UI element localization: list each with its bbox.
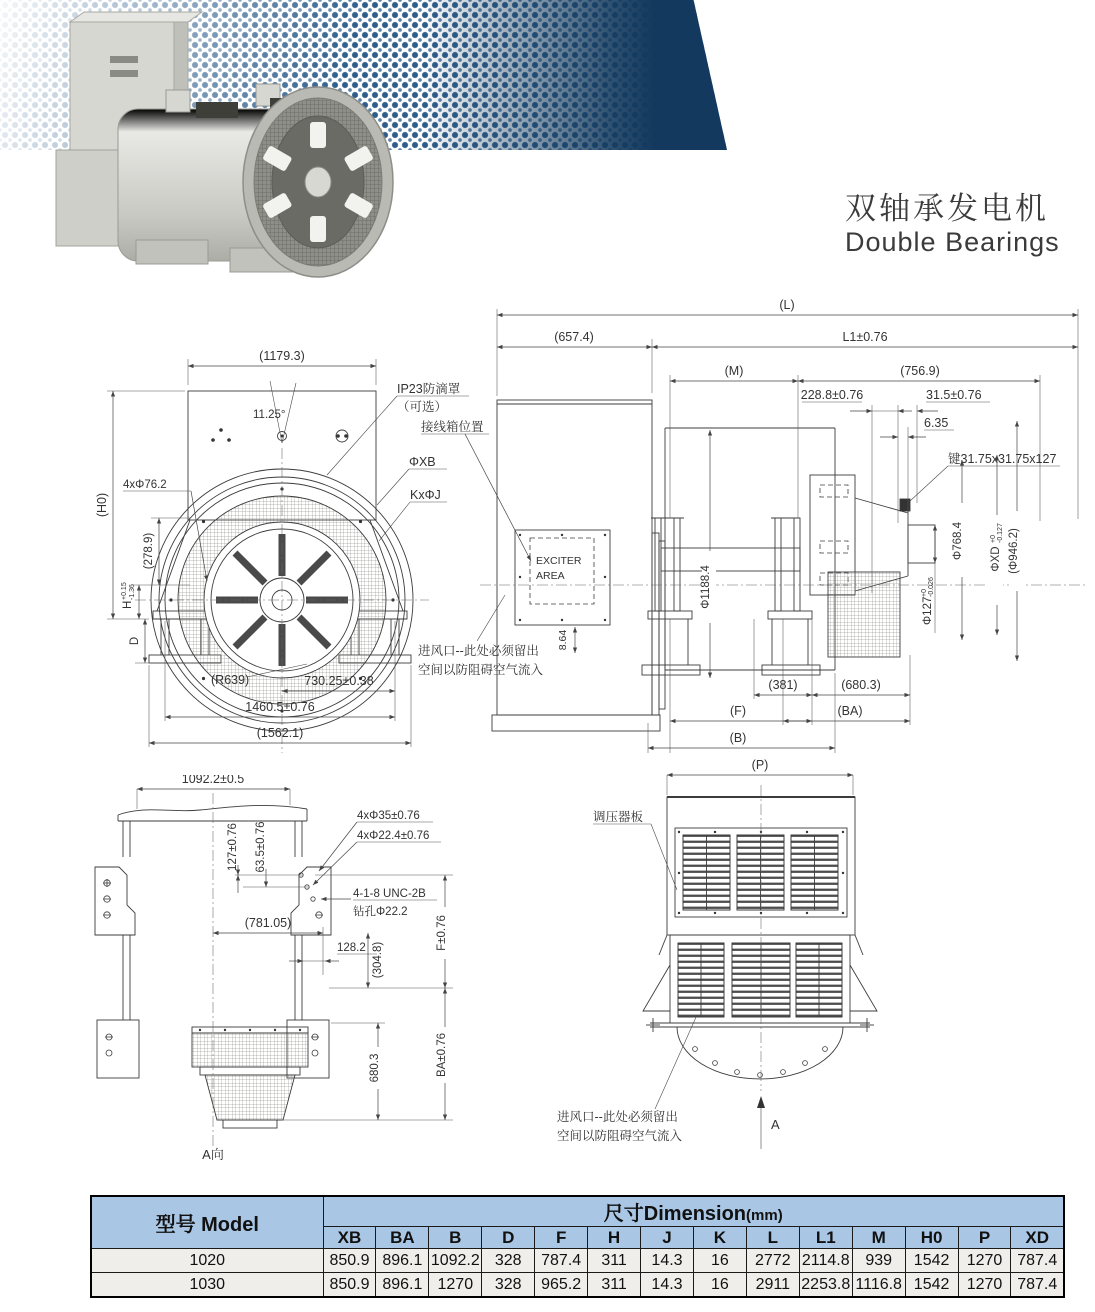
cell: 2911	[746, 1273, 799, 1298]
dim-63-5: 63.5±0.76	[255, 821, 267, 873]
a-view-drawing	[85, 775, 505, 1170]
cell: 2772	[746, 1249, 799, 1273]
dim-L: (L)	[779, 298, 795, 312]
exciter-area-label-2: AREA	[536, 570, 565, 582]
dim-680-3: 680.3	[369, 1053, 381, 1083]
svg-text:-1.36: -1.36	[129, 584, 136, 600]
svg-text:ΦXD: ΦXD	[990, 546, 1002, 572]
cell: 14.3	[641, 1273, 694, 1298]
view-arrow-label: A	[771, 1117, 780, 1132]
dim-key: 键31.75x31.75x127	[948, 452, 1057, 466]
col-h0: H0	[905, 1227, 958, 1249]
dim-P: (P)	[751, 758, 769, 772]
dimension-table	[90, 1195, 1065, 1298]
dim-730: 730.25±0.38	[304, 674, 374, 688]
air-inlet-note2-line2: 空间以防阻碍空气流入	[557, 1129, 683, 1143]
cell: 850.9	[323, 1249, 376, 1273]
generator-photo	[18, 4, 398, 289]
dim-1460: 1460.5±0.76	[245, 700, 315, 714]
dim-657: (657.4)	[554, 330, 594, 344]
col-k: K	[693, 1227, 746, 1249]
dim-228: 228.8±0.76	[800, 388, 864, 402]
svg-text:+0: +0	[921, 589, 928, 597]
dim-L1: L1±0.76	[842, 330, 888, 344]
dim-1092: 1092.2±0.5	[181, 775, 245, 786]
dim-h0: (H0)	[95, 492, 109, 518]
p-view-drawing	[555, 755, 1005, 1175]
dim-drill: 钻孔Φ22.2	[353, 906, 408, 918]
model-1030: 1030	[91, 1273, 323, 1298]
svg-text:-0.026: -0.026	[928, 577, 935, 597]
dim-r639: (R639)	[211, 673, 250, 687]
dim-127: 127±0.76	[227, 823, 239, 871]
cell: 965.2	[535, 1273, 588, 1298]
cell: 2253.8	[799, 1273, 852, 1298]
col-f: F	[535, 1227, 588, 1249]
air-inlet-note2-line1: 进风口--此处必须留出	[557, 1110, 678, 1124]
dim-M: (M)	[724, 364, 744, 378]
cell: 1270	[429, 1273, 482, 1298]
a-view-label: A向	[202, 1147, 224, 1162]
air-inlet-note-line1: 进风口--此处必须留出	[418, 644, 539, 658]
title-english: Double Bearings	[845, 227, 1060, 258]
col-l1: L1	[799, 1227, 852, 1249]
col-xd: XD	[1011, 1227, 1064, 1249]
col-d: D	[482, 1227, 535, 1249]
air-inlet-note-line2: 空间以防阻碍空气流入	[418, 663, 544, 677]
dim-781: (781.05)	[244, 916, 292, 930]
dim-f-tol: F±0.76	[436, 915, 448, 951]
dim-381: (381)	[768, 678, 798, 692]
svg-text:+0.15: +0.15	[121, 582, 128, 600]
dim-4x22: 4xΦ22.4±0.76	[357, 830, 430, 842]
cell: 14.3	[641, 1249, 694, 1273]
dim-127-tolerance	[921, 577, 935, 625]
col-h: H	[588, 1227, 641, 1249]
col-xb: XB	[323, 1227, 376, 1249]
col-j: J	[641, 1227, 694, 1249]
dim-1179: (1179.3)	[259, 349, 305, 363]
svg-text:-0.127: -0.127	[997, 523, 1004, 543]
dim-B: (B)	[729, 731, 747, 745]
col-b: B	[429, 1227, 482, 1249]
cell: 787.4	[1011, 1273, 1064, 1298]
label-junction-box: 接线箱位置	[421, 420, 484, 434]
cell: 1092.2	[429, 1249, 482, 1273]
cell: 1270	[958, 1249, 1011, 1273]
cell: 16	[693, 1273, 746, 1298]
dim-ba-tol: BA±0.76	[436, 1032, 448, 1078]
cell: 311	[588, 1273, 641, 1298]
cell: 311	[588, 1249, 641, 1273]
dim-F: (F)	[730, 704, 746, 718]
label-regulator: 调压器板	[593, 810, 644, 824]
dim-768: Φ768.4	[952, 522, 964, 560]
label-phi-xb: ΦXB	[409, 455, 436, 469]
exciter-area-label-1: EXCITER	[536, 555, 582, 567]
side-view-dimensions	[497, 298, 1078, 753]
dim-BA: (BA)	[837, 704, 863, 718]
dim-4x76: 4xΦ76.2	[123, 479, 167, 491]
dim-1188: Φ1188.4	[700, 565, 712, 609]
cell: 1542	[905, 1273, 958, 1298]
cell: 939	[852, 1249, 905, 1273]
cell: 16	[693, 1249, 746, 1273]
table-row	[91, 1249, 1064, 1273]
dim-128: 128.2	[337, 942, 366, 954]
model-1020: 1020	[91, 1249, 323, 1273]
cell: 850.9	[323, 1273, 376, 1298]
cell: 787.4	[1011, 1249, 1064, 1273]
cell: 896.1	[376, 1249, 429, 1273]
dim-31-5: 31.5±0.76	[926, 388, 982, 402]
cell: 896.1	[376, 1273, 429, 1298]
dim-680: (680.3)	[841, 678, 881, 692]
dim-8-64: 8.64	[557, 629, 569, 651]
dim-756: (756.9)	[900, 364, 940, 378]
side-view-drawing	[480, 293, 1095, 770]
label-optional: （可选）	[397, 400, 448, 414]
dim-unc: 4-1-8 UNC-2B	[353, 888, 426, 900]
dim-4x35: 4xΦ35±0.76	[357, 810, 420, 822]
table-dimension-header: 尺寸Dimension(mm)	[323, 1196, 1064, 1227]
cell: 1270	[958, 1273, 1011, 1298]
svg-text:Φ127: Φ127	[922, 596, 934, 625]
view-arrow-a	[757, 1096, 765, 1108]
col-ba: BA	[376, 1227, 429, 1249]
cell: 328	[482, 1273, 535, 1298]
col-m: M	[852, 1227, 905, 1249]
cell: 2114.8	[799, 1249, 852, 1273]
cell: 328	[482, 1249, 535, 1273]
label-kxj: KxΦJ	[410, 488, 441, 502]
svg-text:+0: +0	[990, 535, 997, 543]
dim-d: D	[129, 636, 141, 646]
dim-946: (Φ946.2)	[1008, 528, 1020, 574]
label-ip23: IP23防滴罩	[397, 382, 461, 396]
svg-text:H: H	[122, 600, 134, 609]
cell: 1116.8	[852, 1273, 905, 1298]
p-view-linework	[643, 797, 877, 1079]
dim-6-35: 6.35	[924, 416, 949, 430]
cell: 787.4	[535, 1249, 588, 1273]
table-model-header: 型号 Model	[91, 1196, 323, 1249]
title-chinese: 双轴承发电机	[845, 191, 1049, 226]
col-l: L	[746, 1227, 799, 1249]
dim-angle: 11.25°	[253, 409, 286, 421]
exciter-area	[530, 538, 594, 604]
page-title	[845, 192, 1060, 258]
table-row	[91, 1273, 1064, 1298]
dim-1562: (1562.1)	[256, 726, 304, 740]
col-p: P	[958, 1227, 1011, 1249]
dim-304: (304.8)	[372, 941, 384, 979]
dim-278: (278.9)	[143, 532, 155, 570]
dim-h-tolerance	[121, 582, 136, 609]
cell: 1542	[905, 1249, 958, 1273]
